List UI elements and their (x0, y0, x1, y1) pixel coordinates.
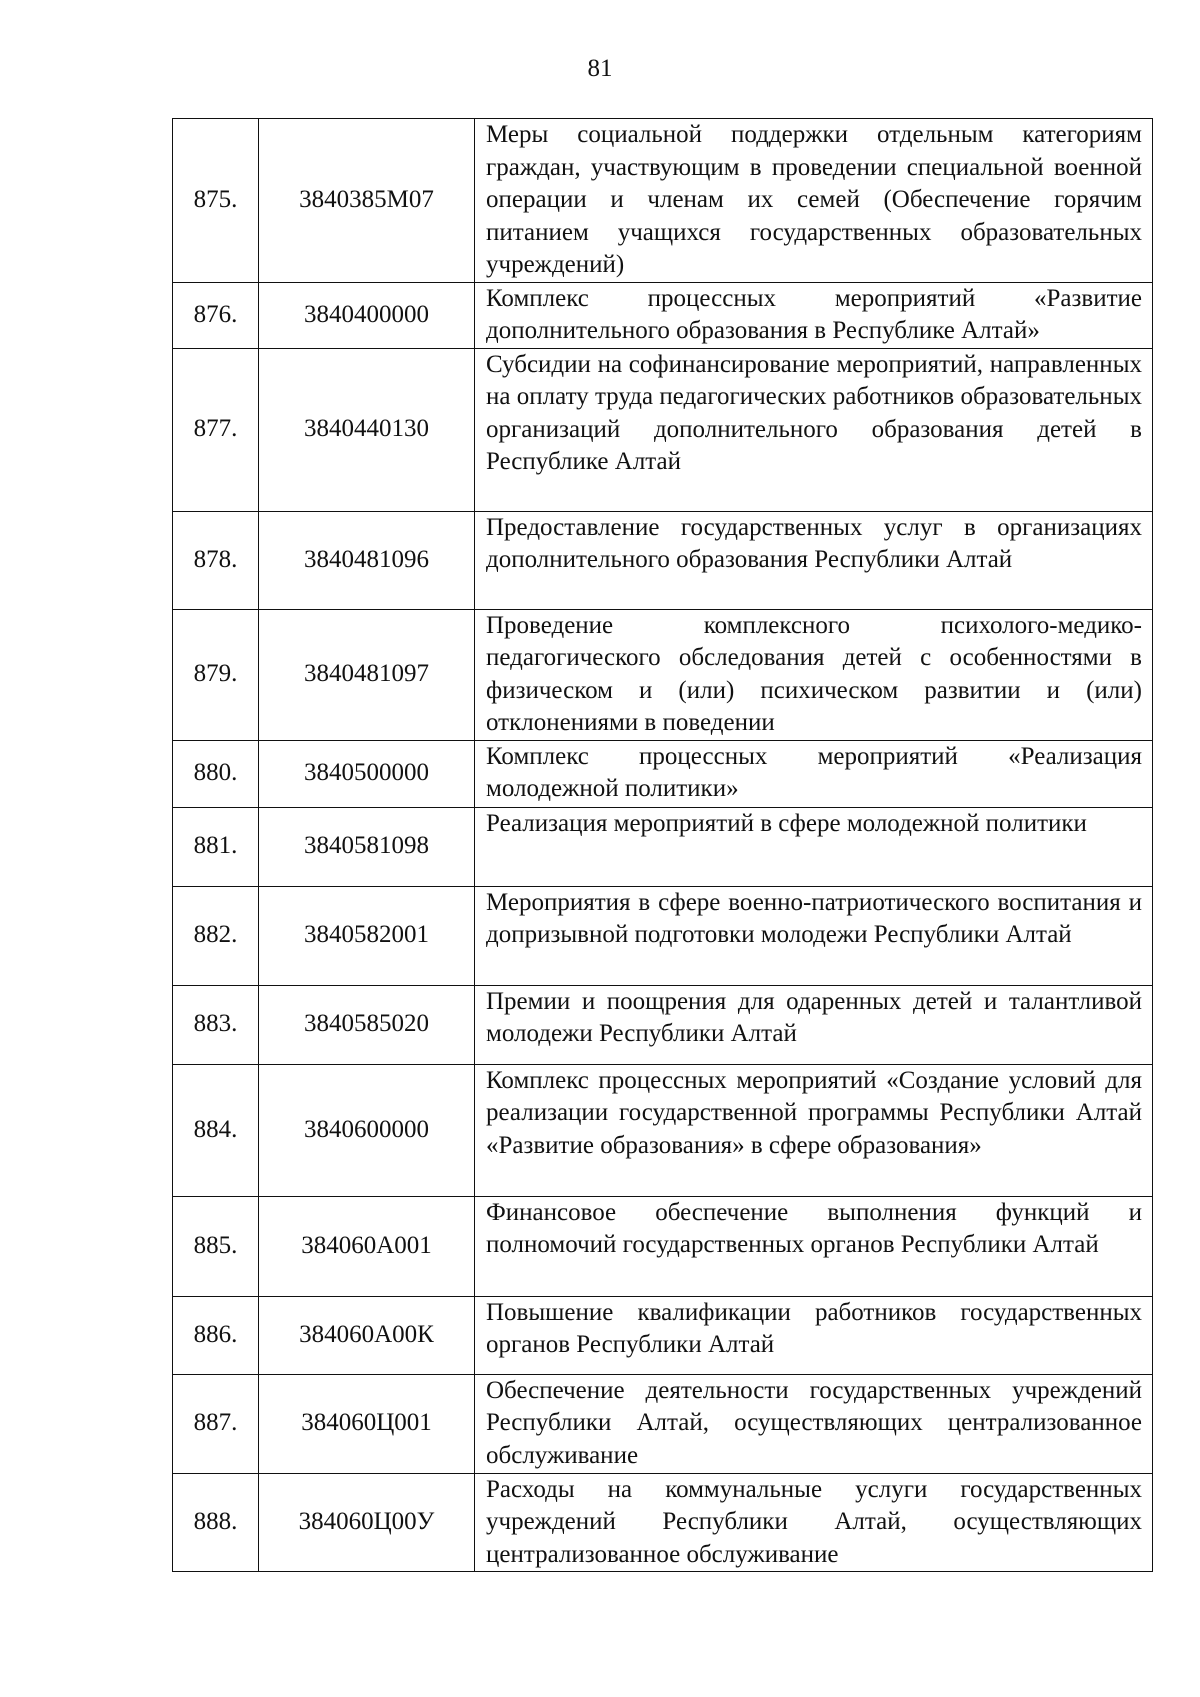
row-number: 878. (173, 511, 259, 609)
budget-code: 384060Ц001 (259, 1374, 475, 1473)
row-description: Финансовое обеспечение выполнения функций и полномочий государственных органов Республики Алтай (486, 1198, 1142, 1258)
row-description-cell (475, 1374, 1153, 1473)
row-description: Субсидии на софинансирование мероприятий, направленных на оплату труда педагогических работников образовательных организаций дополнительного образования детей в Республике Алтай (486, 350, 1142, 475)
budget-code: 3840585020 (259, 985, 475, 1064)
table-row (173, 282, 1153, 348)
table-row (173, 119, 1153, 283)
row-description-cell (475, 1064, 1153, 1196)
table-row (173, 740, 1153, 807)
budget-code: 3840440130 (259, 348, 475, 511)
row-description-cell (475, 886, 1153, 985)
row-description-cell (475, 1196, 1153, 1296)
row-description-cell (475, 348, 1153, 511)
budget-code: 3840400000 (259, 282, 475, 348)
row-number: 885. (173, 1196, 259, 1296)
table-row (173, 985, 1153, 1064)
row-description: Повышение квалификации работников государственных органов Республики Алтай (486, 1298, 1142, 1358)
budget-code: 3840385М07 (259, 119, 475, 283)
row-description: Предоставление государственных услуг в организациях дополнительного образования Республики Алтай (486, 513, 1142, 573)
budget-code: 3840481097 (259, 609, 475, 740)
budget-code: 384060А001 (259, 1196, 475, 1296)
row-description-cell (475, 282, 1153, 348)
budget-code: 3840600000 (259, 1064, 475, 1196)
row-description: Премии и поощрения для одаренных детей и талантливой молодежи Республики Алтай (486, 987, 1142, 1047)
row-number: 880. (173, 740, 259, 807)
row-number: 876. (173, 282, 259, 348)
table-row (173, 511, 1153, 609)
row-number: 884. (173, 1064, 259, 1196)
row-number: 882. (173, 886, 259, 985)
table-row (173, 1064, 1153, 1196)
row-description-cell (475, 1473, 1153, 1572)
row-description: Обеспечение деятельности государственных учреждений Республики Алтай, осуществляющих централизованное обслуживание (486, 1376, 1142, 1469)
row-description: Реализация мероприятий в сфере молодежной политики (486, 809, 1087, 837)
row-description: Мероприятия в сфере военно-патриотического воспитания и допризывной подготовки молодежи Республики Алтай (486, 888, 1142, 948)
table-row (173, 807, 1153, 886)
row-description: Комплекс процессных мероприятий «Реализация молодежной политики» (486, 742, 1142, 802)
table-row (173, 609, 1153, 740)
row-description-cell (475, 609, 1153, 740)
page-number: 81 (587, 55, 613, 82)
row-number: 886. (173, 1296, 259, 1374)
row-description-cell (475, 1296, 1153, 1374)
budget-code: 3840500000 (259, 740, 475, 807)
row-description-cell (475, 119, 1153, 283)
row-number: 881. (173, 807, 259, 886)
budget-code: 384060А00К (259, 1296, 475, 1374)
row-description: Расходы на коммунальные услуги государственных учреждений Республики Алтай, осуществляющих централизованное обслуживание (486, 1475, 1142, 1568)
budget-code-table (172, 118, 1153, 1572)
budget-code: 3840581098 (259, 807, 475, 886)
table-row (173, 886, 1153, 985)
row-description-cell (475, 807, 1153, 886)
row-description: Меры социальной поддержки отдельным категориям граждан, участвующим в проведении специальной военной операции и членам их семей (Обеспечение горячим питанием учащихся государственных образовательных учреждений) (486, 121, 1142, 278)
budget-code: 384060Ц00У (259, 1473, 475, 1572)
row-number: 888. (173, 1473, 259, 1572)
row-description-cell (475, 740, 1153, 807)
row-description: Проведение комплексного психолого-медико-педагогического обследования детей с особенностями в физическом и (или) психическом развитии и (или) отклонениями в поведении (486, 611, 1142, 736)
row-number: 883. (173, 985, 259, 1064)
row-number: 875. (173, 119, 259, 283)
row-number: 879. (173, 609, 259, 740)
row-description: Комплекс процессных мероприятий «Развитие дополнительного образования в Республике Алтай» (486, 284, 1142, 344)
row-description-cell (475, 511, 1153, 609)
row-number: 877. (173, 348, 259, 511)
table-row (173, 1296, 1153, 1374)
budget-code: 3840582001 (259, 886, 475, 985)
table-row (173, 1473, 1153, 1572)
table-row (173, 348, 1153, 511)
budget-code: 3840481096 (259, 511, 475, 609)
table-row (173, 1374, 1153, 1473)
row-number: 887. (173, 1374, 259, 1473)
row-description: Комплекс процессных мероприятий «Создание условий для реализации государственной программы Республики Алтай «Развитие образования» в сфере образования» (486, 1066, 1142, 1159)
row-description-cell (475, 985, 1153, 1064)
table-row (173, 1196, 1153, 1296)
